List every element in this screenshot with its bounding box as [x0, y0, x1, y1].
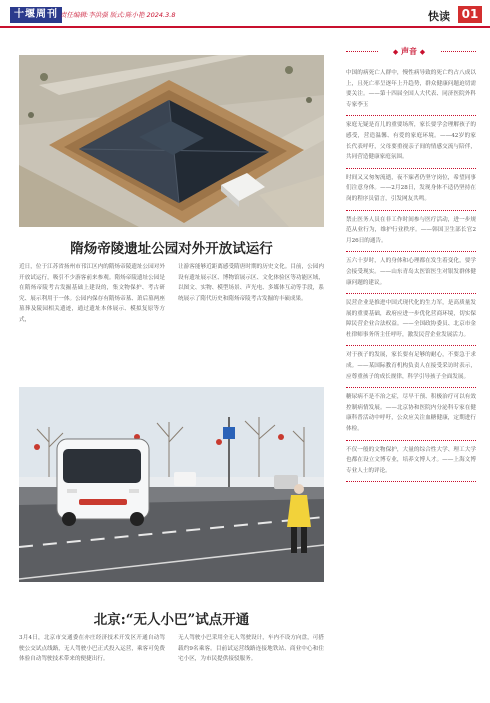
quote-item: [346, 346, 476, 388]
masthead: [0, 0, 490, 28]
quote-item: [346, 441, 476, 483]
quote-item: [346, 252, 476, 294]
quote-item: [346, 294, 476, 346]
bus-article-body-right: 无人驾驶小巴采用全无人驾驶设计，车内不设方向盘，可搭载约9名乘客。目前试运营线路连接地铁站、商业中心和住宅小区，为市民提供接驳服务。: [178, 635, 324, 663]
tomb-article-body-left: 近日，位于江苏省扬州市邗江区内的隋炀帝陵遗址公园对外开放试运行，吸引不少游客前来参观。隋炀帝陵遗址公园是在隋炀帝陵考古发掘基础上建设的，集文物保护、考古研究、展示利用于一体。公园内保存有隋炀帝墓、萧后墓两座墓葬及陵园相关遗迹，通过遗址本体展示、模拟复原等方式，: [19, 264, 165, 323]
quote-item: [346, 388, 476, 440]
quote-text: 中国的病死亡人群中，慢性病导致的死亡约占八成以上，且死亡率呈逐年上升趋势，群众健康问题迫切需要关注。——第十四届全国人大代表、同济医院外科专家李玉: [346, 70, 476, 108]
quote-text: 时间又又匆匆流逝，夜不寐者仍坚守岗位，希望同事们注意身体。——2月28日，发现身体不适仍坚持在岗的程序员留言，引发网友共鸣。: [346, 174, 476, 202]
quote-item: [346, 211, 476, 253]
quote-item: [346, 169, 476, 211]
diamond-icon: ◆: [392, 48, 399, 56]
driverless-bus-photo: [19, 387, 324, 582]
quote-text: 禁止医务人员在非工作时间参与医疗活动，进一步规范从业行为，维护行业秩序。——韩国卫生部长官2月26日的通告。: [346, 216, 476, 244]
diamond-icon: ◆: [419, 48, 426, 56]
quote-item: [346, 116, 476, 168]
page-number-badge: 01: [458, 6, 482, 23]
quote-item: [346, 64, 476, 116]
quote-text: 家庭无疑是育儿的重要场所，家长要学会理解孩子的感受，营造温馨、有爱的家庭环境。——42岁的家长代表呼吁，父母要重视亲子间的情感交流与陪伴，共同营造健康家庭氛围。: [346, 122, 476, 161]
tomb-aerial-photo: [19, 55, 324, 227]
quote-text: 五六十岁时，人的身体和心理都在发生着变化，要学会接受现实。——山东青岛太医馆医生对银发群体健康问题的建议。: [346, 258, 476, 286]
section-title: 快读: [428, 10, 450, 23]
voices-column: [346, 44, 476, 696]
quote-text: 民营企业是推进中国式现代化的生力军，是高质量发展的重要基础，政府应进一步优化营商环境，切实保障民营企业合法权益。——全国政协委员、北京市金杜律师事务所主任呼吁，激发民营企业发展活力。: [346, 300, 476, 338]
paper-logo: 十堰周刊: [10, 7, 62, 23]
quote-text: 对于孩子的发展，家长要有足够的耐心，不要急于求成。——某国际教育机构负责人在接受采访时表示，应尊重孩子的成长规律，科学引导孩子全面发展。: [346, 352, 476, 380]
bus-article-body-left: 3月4日，北京市交通委在亦庄经济技术开发区开通自动驾驶公交试点线路，无人驾驶小巴正式投入运营，乘客可免费体验自动驾驶技术带来的便捷出行。: [19, 635, 165, 663]
tomb-article-body-right: 让游客能够近距离感受隋唐时期的历史文化。目前，公园内设有遗址展示区、博物馆展示区、文化体验区等功能区域，以图文、实物、模型场景、声光电、多媒体互动等手段，系统展示了隋代历史和隋炀帝陵考古发掘的丰硕成果。: [178, 264, 324, 302]
voices-header: [346, 44, 476, 60]
voices-title: 声音: [401, 47, 417, 56]
editor-credits: 责任编辑:李洪强 版式:陈小艳 2024.3.8: [60, 11, 176, 19]
bus-article-headline: 北京:“无人小巴”试点开通: [93, 612, 250, 628]
tomb-article-headline: 隋炀帝陵遗址公园对外开放试运行: [70, 241, 273, 257]
quote-text: 糖尿病不是不治之症，尽早干预、积极治疗可以有效控制病情发展。——北京协和医院内分泌科专家在健康科普活动中呼吁，公众应关注血糖健康，定期进行体检。: [346, 394, 476, 433]
voices-tag: [378, 44, 440, 60]
quote-text: 不仅一般的文物保护，大量的综合性大学、理工大学也都在设立文博专业，培养文博人才。——上海文博专业人士的评论。: [346, 446, 476, 474]
